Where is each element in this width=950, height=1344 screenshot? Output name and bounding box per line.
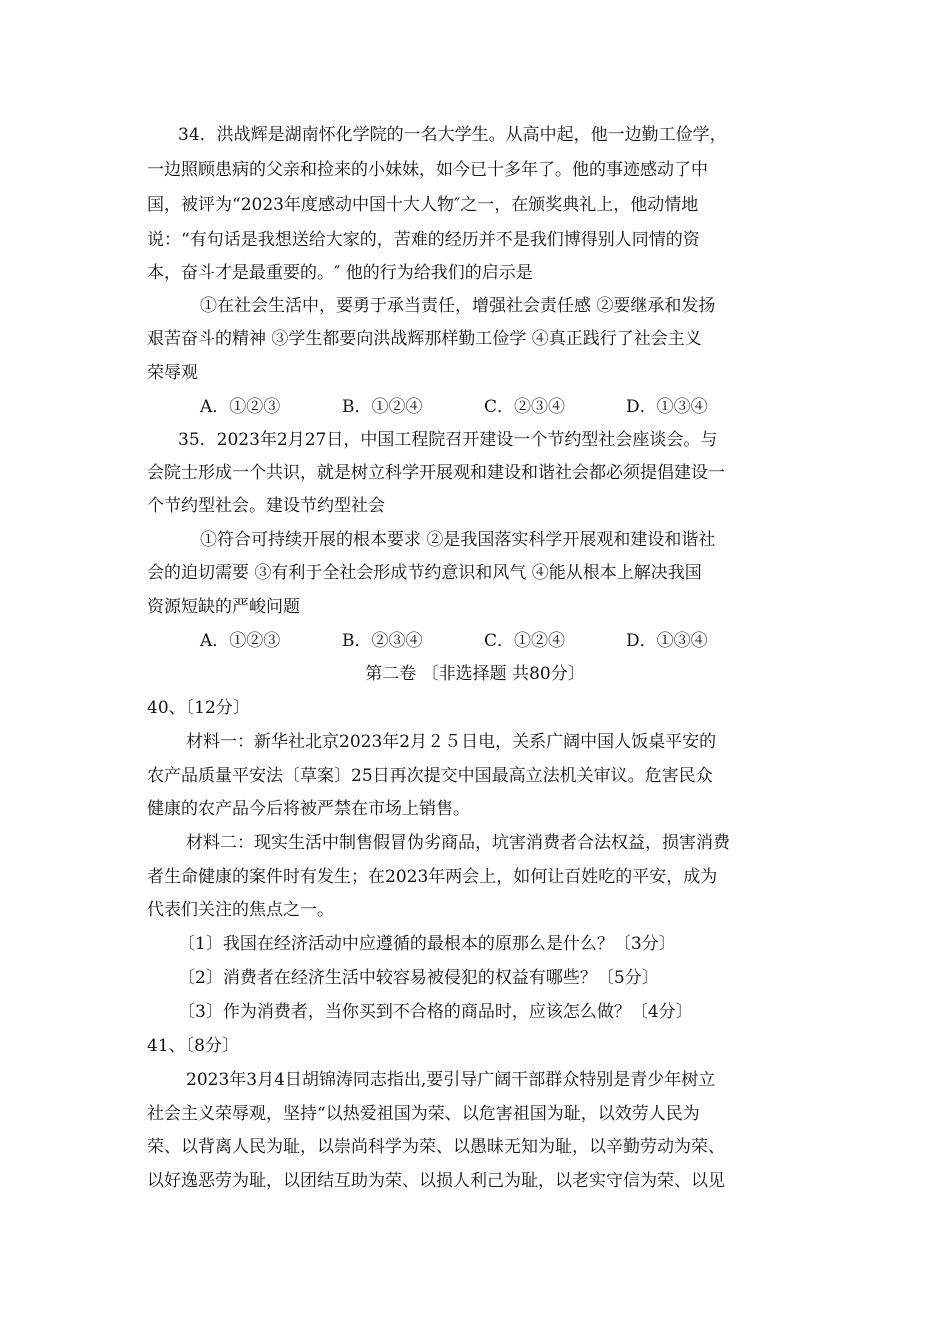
option-d: D．①③④ (626, 631, 708, 651)
question-40-sub-2: 〔2〕消费者在经济生活中较容易被侵犯的权益有哪些？〔5分〕 (178, 968, 659, 988)
question-34-line-4: 说：“有句话是我想送给大家的，苦难的经历并不是我们博得别人同情的资 (147, 230, 700, 250)
question-35-statement-1: ①符合可持续开展的根本要求 ②是我国落实科学开展观和建设和谐社 (200, 530, 716, 550)
material-2-line-1: 材料二：现实生活中制售假冒伪劣商品，坑害消费者合法权益，损害消费 (186, 833, 730, 853)
question-41-line-1: 2023年3月4日胡锦涛同志指出,要引导广阔干部群众特别是青少年树立 (186, 1070, 716, 1090)
question-35-statement-3: 资源短缺的严峻问题 (147, 597, 300, 617)
question-34-line-1: 34．洪战辉是湖南怀化学院的一名大学生。从高中起，他一边勤工俭学， (178, 125, 727, 145)
material-1-line-3: 健康的农产品今后将被严禁在市场上销售。 (147, 799, 470, 819)
question-34-statement-2: 艰苦奋斗的精神 ③学生都要向洪战辉那样勤工俭学 ④真正践行了社会主义 (147, 329, 702, 349)
question-40-header: 40、〔12分〕 (147, 698, 250, 718)
question-40-sub-3: 〔3〕作为消费者，当你买到不合格的商品时，应该怎么做？〔4分〕 (178, 1002, 693, 1022)
question-40-sub-1: 〔1〕我国在经济活动中应遵循的最根本的原那么是什么？〔3分〕 (178, 934, 676, 954)
question-34-statement-1: ①在社会生活中，要勇于承当责任，增强社会责任感 ②要继承和发扬 (200, 296, 716, 316)
option-d: D．①③④ (626, 397, 708, 417)
option-c: C．①②④ (484, 631, 566, 651)
option-b: B．①②④ (342, 397, 423, 417)
option-a: A．①②③ (200, 397, 281, 417)
option-c: C．②③④ (484, 397, 566, 417)
question-34-line-3: 国，被评为“2023年度感动中国十大人物″之一，在颁奖典礼上，他动情地 (147, 195, 699, 215)
material-1-line-1: 材料一：新华社北京2023年2月２５日电，关系广阔中国人饭桌平安的 (186, 732, 717, 752)
material-2-line-2: 者生命健康的案件时有发生；在2023年两会上，如何让百姓吃的平安，成为 (147, 867, 718, 887)
question-41-line-3: 荣、以背离人民为耻，以崇尚科学为荣、以愚昧无知为耻，以辛勤劳动为荣、 (147, 1137, 725, 1157)
section-title: 第二卷 〔非选择题 共80分〕 (365, 664, 585, 684)
question-35-line-2: 会院士形成一个共识，就是树立科学开展观和建设和谐社会都必须提倡建设一 (147, 463, 725, 483)
material-2-line-3: 代表们关注的焦点之一。 (147, 900, 334, 920)
question-35-options (200, 630, 768, 652)
question-35-line-3: 个节约型社会。建设节约型社会 (147, 496, 385, 516)
question-41-header: 41、〔8分〕 (147, 1036, 239, 1056)
question-41-line-2: 社会主义荣辱观，坚持“以热爱祖国为荣、以危害祖国为耻，以效劳人民为 (147, 1104, 700, 1124)
question-35-line-1: 35．2023年2月27日，中国工程院召开建设一个节约型社会座谈会。与 (178, 430, 718, 450)
question-34-statement-3: 荣辱观 (147, 363, 198, 383)
question-34-line-5: 本，奋斗才是最重要的。″ 他的行为给我们的启示是 (147, 263, 533, 283)
option-a: A．①②③ (200, 631, 281, 651)
question-35-statement-2: 会的迫切需要 ③有利于全社会形成节约意识和风气 ④能从根本上解决我国 (147, 563, 702, 583)
material-1-line-2: 农产品质量平安法〔草案〕25日再次提交中国最高立法机关审议。危害民众 (147, 766, 713, 786)
question-34-line-2: 一边照顾患病的父亲和捡来的小妹妹，如今已十多年了。他的事迹感动了中 (147, 160, 708, 180)
question-41-line-4: 以好逸恶劳为耻，以团结互助为荣、以损人利己为耻，以老实守信为荣、以见 (147, 1171, 725, 1191)
option-b: B．②③④ (342, 631, 423, 651)
question-34-options (200, 396, 768, 418)
